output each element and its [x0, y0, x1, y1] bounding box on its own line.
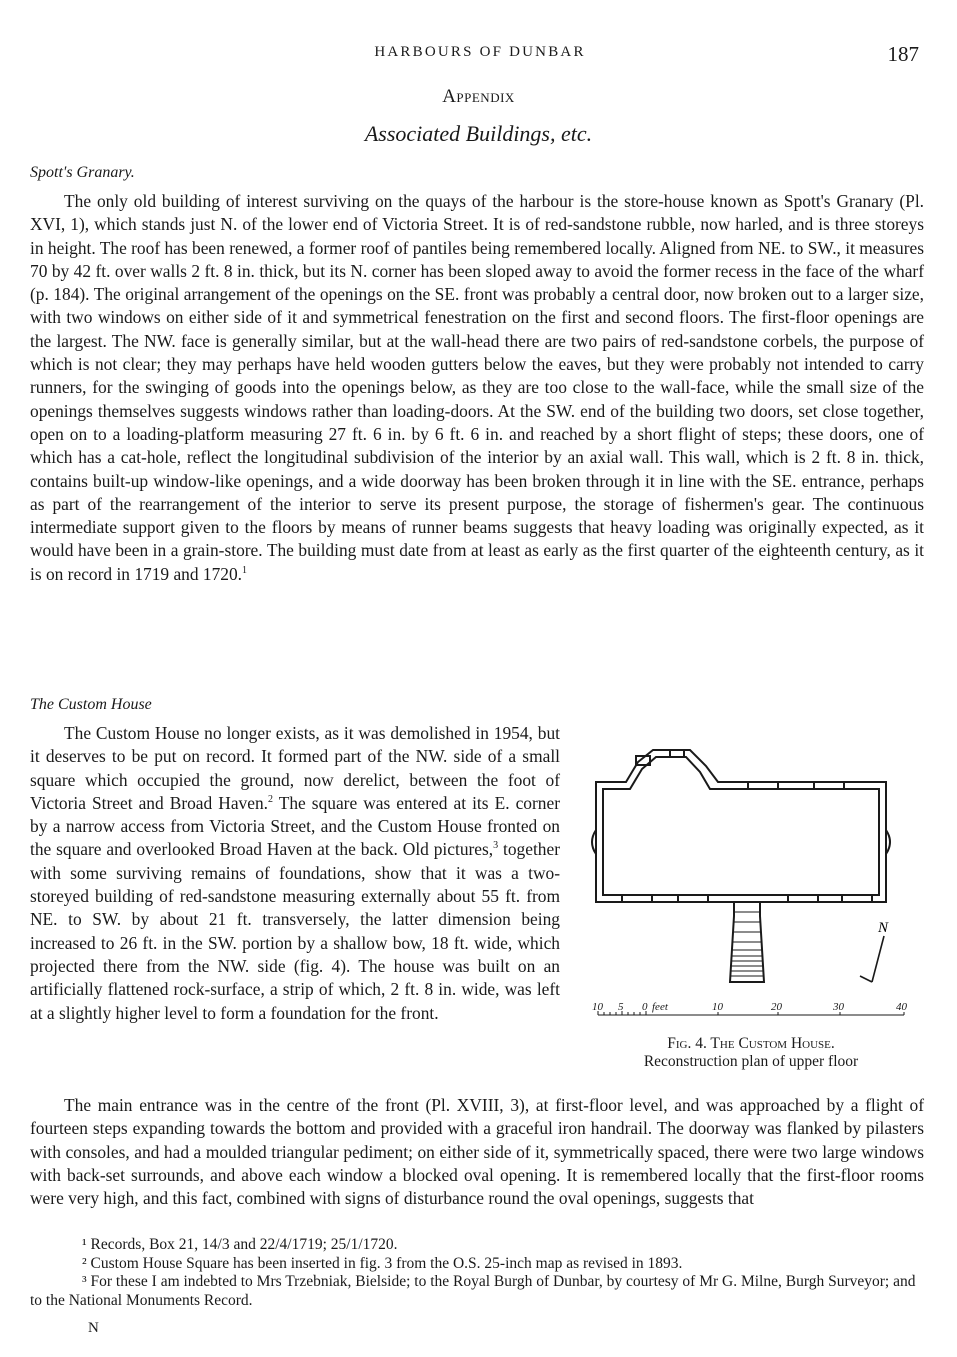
scale-label: 40	[896, 1001, 907, 1013]
scale-label: 5	[618, 1001, 624, 1013]
scale-label: 10	[712, 1001, 723, 1013]
rear-window-1	[748, 782, 778, 789]
scale-label: 20	[771, 1001, 782, 1013]
granary-heading: Spott's Granary.	[30, 164, 135, 181]
north-label: N	[878, 920, 889, 936]
appendix-label: Appendix	[442, 86, 515, 107]
plan-inner-wall	[603, 757, 879, 895]
custom-house-heading: The Custom House	[30, 696, 152, 713]
front-window-3	[788, 895, 818, 902]
front-window-4	[842, 895, 872, 902]
custom-house-paragraph-1: The Custom House no longer exists, as it was demolished in 1954, but it deserves to be put on record. It formed part of the NW. side of a small square which occupied the ground, now derelict, between the foot of Victoria Street and Broad Haven.$^2$ The square was entered at its E. corner by a narrow access from Victoria Street, and the Custom House fronted on the square and overlooked Broad Haven at the back. Old pictures,$^3$ together with some surviving remains of foundations, show that it was a two-storeyed building of red-sandstone measuring externally about 55 ft. from NE. to SW. by about 21 ft. transversely, the latter dimension being increased to 26 ft. in the SW. portion by a shallow bow, 18 ft. wide, which projected there from the NW. side (fig. 4). The house was built on an artificially flattened rock-surface, a strip of which, 2 ft. 8 in. wide, was left at a slightly higher level to form a foundation for the front.	[30, 723, 561, 1023]
scale-labels	[592, 1001, 908, 1013]
footnote-1: ¹ Records, Box 21, 14/3 and 22/4/1719; 25/1/1720.	[82, 1236, 398, 1253]
footnotes	[30, 1236, 926, 1310]
entrance-steps	[730, 912, 764, 976]
footnote-3: ³ For these I am indebted to Mrs Trzebniak, Bielside; to the Royal Burgh of Dunbar, by courtesy of Mr G. Milne, Burgh Surveyor; and to the National Monuments Record.	[30, 1273, 916, 1309]
scale-label: 0	[642, 1001, 648, 1013]
custom-house-column	[30, 722, 560, 1025]
custom-house-plan-drawing	[578, 742, 924, 1032]
caption-line-2: Reconstruction plan of upper floor	[643, 1053, 859, 1070]
figure-caption	[578, 1035, 924, 1071]
running-head: HARBOURS OF DUNBAR	[374, 44, 586, 60]
front-window-1	[622, 895, 652, 902]
scale-label: 10	[592, 1001, 603, 1013]
section-title: Associated Buildings, etc.	[364, 121, 593, 146]
granary-section	[30, 190, 924, 586]
caption-line-1: Fig. 4. The Custom House.	[667, 1035, 835, 1052]
scale-label: feet	[652, 1001, 668, 1013]
north-arrow-icon	[860, 936, 884, 982]
bow-window-center	[670, 750, 684, 757]
page-number: 187	[887, 42, 919, 66]
footnote-ref-3: 3	[493, 840, 499, 852]
signature-mark: N	[88, 1320, 99, 1336]
footnote-ref-1: 1	[242, 564, 248, 576]
figure-custom-house-plan	[578, 742, 924, 1078]
custom-house-paragraph-2: The main entrance was in the centre of the front (Pl. XVIII, 3), at first-floor level, and was approached by a flight of fourteen steps expanding towards the bottom and provided with a graceful iron handrail. The doorway was flanked by pilasters with consoles, and had a moulded triangular pediment; on either side of it, symmetrically spaced, there were two large windows with back-set surrounds, and above each window a blocked oval opening. It is remembered locally that the first-floor rooms were very high, and this fact, combined with signs of disturbance round the oval openings, suggests that	[30, 1095, 924, 1209]
custom-house-continued	[30, 1094, 924, 1210]
footnote-2: ² Custom House Square has been inserted in fig. 3 from the O.S. 25-inch map as revised in 1893.	[82, 1254, 683, 1272]
front-window-2	[678, 895, 708, 902]
rear-window-2	[814, 782, 844, 789]
footnote-ref-2: 2	[268, 794, 273, 806]
scale-label: 30	[833, 1001, 844, 1013]
granary-paragraph: The only old building of interest surviving on the quays of the harbour is the store-house known as Spott's Granary (Pl. XVI, 1), which stands just N. of the lower end of Victoria Street. It is of red-sandstone rubble, now harled, and is three storeys in height. The roof has been renewed, a former roof of pantiles being remembered locally. Aligned from NE. to SW., it measures 70 by 42 ft. over walls 2 ft. 8 in. thick, but its N. corner has been sloped away to avoid the former recess in the face of the wharf (p. 184). The original arrangement of the openings on the SE. front was probably a central door, now broken out to a larger size, with two windows on either side of it and symmetrical fenestration on the first and second floors. The first-floor openings are the largest. The NW. face is generally similar, but at the wall-head there are two pairs of red-sandstone corbels, the purpose of which is not clear; they may perhaps have held wooden gutters below the eaves, but they were probably not intended to carry runners, for the swinging of goods into the openings below, as they are too close to the wall-face, while the small size of the openings themselves suggests windows rather than loading-doors. At the SW. end of the building two doors, set close together, open on to a loading-platform measuring 27 ft. 6 in. by 6 ft. 6 in. and reached by a short flight of steps; these doors, one of which has a cat-hole, reflect the longitudinal subdivision of the interior by an axial wall. This wall, which is 2 ft. 8 in. thick, contains built-up window-like openings, and a wide doorway has been broken through it in line with the SE. entrance, perhaps as part of the rearrangement of the interior to serve its present purpose, the storage of fishermen's gear. The continuous intermediate support given to the floors by means of runner beams suggests that heavy loading was originally expected, as it would have been in a grain-store. The building must date from at least as early as the first quarter of the eighteenth century, as it is on record in 1719 and 1720.$^1$	[30, 191, 924, 584]
